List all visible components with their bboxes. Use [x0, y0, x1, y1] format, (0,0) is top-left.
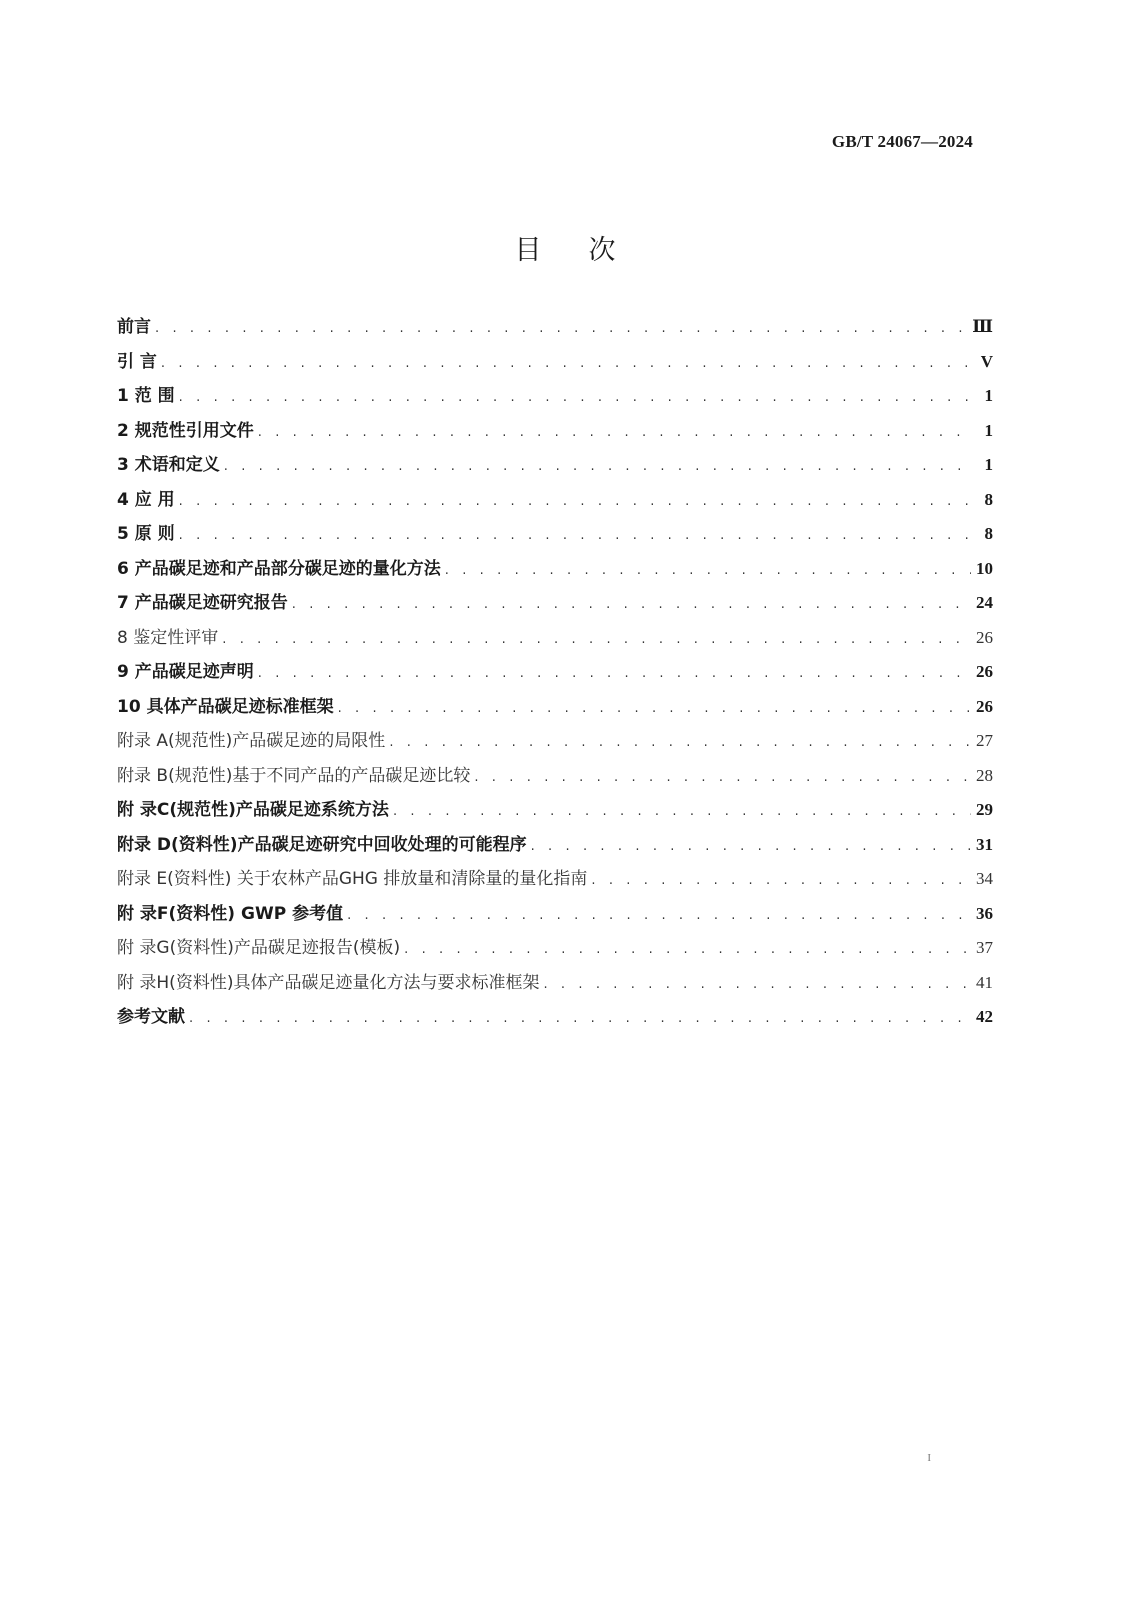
- toc-dot-leader: [393, 804, 971, 819]
- toc-dot-leader: [224, 459, 971, 474]
- document-number: GB/T 24067—2024: [831, 132, 973, 151]
- toc-entry-page: 29: [976, 800, 993, 819]
- toc-entry-page: 10: [976, 558, 993, 578]
- toc-entry-declaration[interactable]: [117, 657, 993, 692]
- toc-dot-leader: [155, 321, 968, 336]
- toc-entry-annex-a[interactable]: [117, 726, 993, 761]
- toc-entry-page: 28: [976, 765, 993, 785]
- toc-entry-quantification-methods[interactable]: [117, 554, 993, 589]
- toc-entry-scope[interactable]: [117, 381, 993, 416]
- toc-entry-page: V: [980, 351, 993, 371]
- toc-entry-label: 10 具体产品碳足迹标准框架: [117, 696, 334, 717]
- toc-dot-leader: [474, 770, 971, 785]
- toc-dot-leader: [404, 942, 971, 957]
- toc-entry-page: 24: [976, 593, 993, 612]
- toc-entry-annex-g[interactable]: [117, 933, 993, 968]
- toc-dot-leader: [445, 563, 971, 578]
- toc-entry-annex-h[interactable]: [117, 968, 993, 1003]
- toc-entry-terms-definitions[interactable]: [117, 450, 993, 485]
- toc-entry-annex-e[interactable]: [117, 864, 993, 899]
- toc-entry-page: 26: [976, 662, 993, 681]
- toc-entry-annex-f[interactable]: [117, 899, 993, 934]
- toc-dot-leader: [292, 597, 971, 612]
- toc-dot-leader: [543, 977, 971, 992]
- toc-dot-leader: [161, 356, 971, 371]
- toc-entry-page: 36: [976, 903, 993, 923]
- toc-entry-page: 1: [984, 420, 993, 440]
- toc-entry-page: 26: [976, 696, 993, 716]
- page-title-part2: 次: [588, 235, 617, 266]
- toc-entry-page: 31: [976, 834, 993, 854]
- toc-entry-introduction[interactable]: [117, 347, 993, 382]
- toc-dot-leader: [347, 908, 971, 923]
- toc-dot-leader: [189, 1011, 971, 1026]
- toc-entry-normative-references[interactable]: [117, 416, 993, 451]
- page-number: I: [927, 1452, 931, 1464]
- toc-entry-page: 1: [984, 386, 993, 405]
- toc-entry-page: 34: [976, 869, 993, 888]
- toc-dot-leader: [531, 839, 971, 854]
- toc-entry-page: 27: [976, 731, 993, 750]
- toc-dot-leader: [179, 528, 971, 543]
- toc-entry-label: 附 录H(资料性)具体产品碳足迹量化方法与要求标准框架: [117, 972, 540, 993]
- toc-entry-label: 3 术语和定义: [117, 455, 220, 475]
- toc-dot-leader: [258, 425, 971, 440]
- toc-entry-label: 6 产品碳足迹和产品部分碳足迹的量化方法: [117, 558, 441, 579]
- toc-entry-annex-b[interactable]: [117, 761, 993, 796]
- toc-entry-annex-c[interactable]: [117, 795, 993, 830]
- toc-entry-label: 前言: [117, 317, 151, 337]
- toc-entry-label: 5 原 则: [117, 524, 175, 544]
- toc-entry-page: 26: [976, 627, 993, 647]
- toc-entry-page: 8: [984, 524, 993, 543]
- toc-entry-annex-d[interactable]: [117, 830, 993, 865]
- toc-entry-page: 42: [976, 1007, 993, 1026]
- toc-entry-label: 附录 E(资料性) 关于农林产品GHG 排放量和清除量的量化指南: [117, 869, 588, 889]
- toc-entry-label: 8 鉴定性评审: [117, 627, 219, 648]
- toc-entry-label: 附 录G(资料性)产品碳足迹报告(模板): [117, 938, 401, 958]
- toc-entry-label: 9 产品碳足迹声明: [117, 662, 254, 682]
- toc-entry-label: 参考文献: [117, 1007, 185, 1027]
- toc-dot-leader: [389, 735, 971, 750]
- table-of-contents: [117, 312, 993, 1037]
- toc-entry-principles[interactable]: [117, 519, 993, 554]
- page-title: [0, 228, 1131, 267]
- toc-entry-label: 附录 B(规范性)基于不同产品的产品碳足迹比较: [117, 765, 471, 786]
- toc-entry-label: 4 应 用: [117, 489, 175, 510]
- toc-entry-critical-review[interactable]: [117, 623, 993, 658]
- toc-entry-label: 7 产品碳足迹研究报告: [117, 593, 288, 613]
- toc-entry-label: 引 言: [117, 351, 157, 372]
- toc-entry-page: 8: [984, 489, 993, 509]
- toc-entry-page: Ⅲ: [972, 317, 993, 336]
- toc-dot-leader: [179, 390, 971, 405]
- toc-entry-foreword[interactable]: [117, 312, 993, 347]
- toc-entry-label: 附 录F(资料性) GWP 参考值: [117, 903, 344, 924]
- toc-entry-label: 2 规范性引用文件: [117, 420, 254, 441]
- toc-dot-leader: [591, 873, 971, 888]
- toc-dot-leader: [258, 666, 971, 681]
- toc-dot-leader: [222, 632, 971, 647]
- toc-entry-application[interactable]: [117, 485, 993, 520]
- page-title-part1: 目: [514, 235, 543, 266]
- toc-entry-page: 1: [984, 455, 993, 474]
- toc-entry-bibliography[interactable]: [117, 1002, 993, 1037]
- toc-entry-label: 附 录C(规范性)产品碳足迹系统方法: [117, 800, 389, 820]
- toc-dot-leader: [338, 701, 971, 716]
- toc-entry-label: 1 范 围: [117, 386, 175, 406]
- toc-entry-standard-framework[interactable]: [117, 692, 993, 727]
- toc-entry-study-report[interactable]: [117, 588, 993, 623]
- toc-dot-leader: [179, 494, 971, 509]
- toc-entry-label: 附录 A(规范性)产品碳足迹的局限性: [117, 731, 386, 751]
- toc-entry-label: 附录 D(资料性)产品碳足迹研究中回收处理的可能程序: [117, 834, 527, 855]
- toc-entry-page: 37: [976, 938, 993, 957]
- toc-entry-page: 41: [976, 972, 993, 992]
